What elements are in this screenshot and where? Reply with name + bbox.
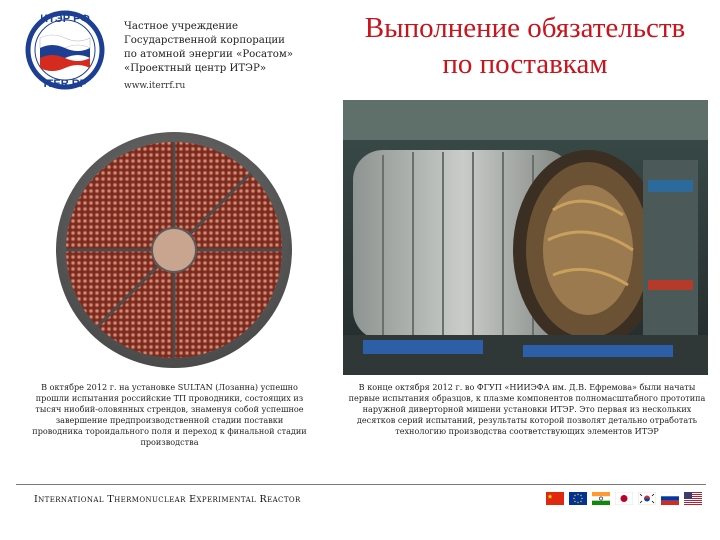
conductor-cross-section-photo (16, 128, 332, 373)
japan-flag-icon (615, 492, 633, 505)
footer-divider (16, 484, 706, 485)
org-line: Частное учреждение (124, 21, 239, 32)
title-line-2: по поставкам (442, 48, 608, 80)
india-flag-icon (592, 492, 610, 505)
china-flag-icon (546, 492, 564, 505)
organization-block (124, 20, 314, 93)
footer-text: International Thermonuclear Experimental Reactor (34, 494, 301, 505)
left-photo-caption: В октябре 2012 г. на установке SULTAN (Лозанна) успешно прошли испытания российские ТП проводники, состоящих из тысяч ниобий-оловянных стрендов, знаменуя собой успешное завершение предпроизводственной стадии поставки проводника тороидального поля и переход к финальной стадии производства (32, 382, 307, 447)
iter-rf-logo (18, 10, 113, 90)
eu-flag-icon (569, 492, 587, 505)
korea-flag-icon (638, 492, 656, 505)
title-line-1: Выполнение обязательств (364, 12, 686, 44)
russia-flag-icon (661, 492, 679, 505)
logo-text-top: ИТЭР РФ (40, 13, 90, 25)
page-title (340, 10, 710, 82)
website-link[interactable]: www.iterrf.ru (124, 81, 186, 91)
usa-flag-icon (684, 492, 702, 505)
right-photo-caption: В конце октября 2012 г. во ФГУП «НИИЭФА им. Д.В. Ефремова» были начаты первые испытания образцов, к плазме компонентов полномасштабного прототипа наружной диверторной мишени установки ИТЭР. Это первая из нескольких десятков серий испытаний, результаты которой позволят детально отработать технологию производства соответствующих элементов ИТЭР (348, 382, 706, 436)
partner-flags (546, 492, 702, 505)
org-line: по атомной энергии «Росатом» (124, 49, 294, 60)
logo-text-bottom: ITER RF (43, 78, 87, 90)
org-line: Государственной корпорации (124, 35, 285, 46)
divertor-test-installation-photo (343, 100, 708, 375)
org-line: «Проектный центр ИТЭР» (124, 63, 267, 74)
